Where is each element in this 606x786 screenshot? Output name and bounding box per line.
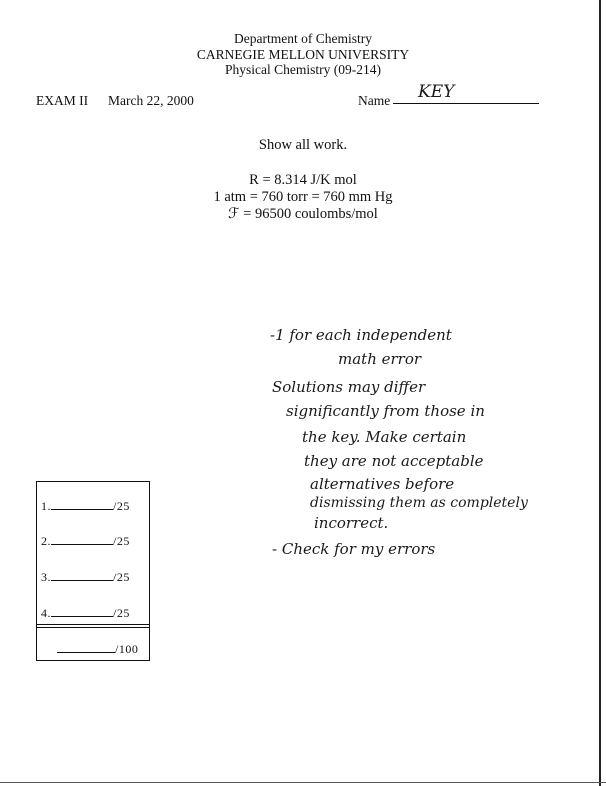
score-blank — [51, 534, 113, 545]
exam-label: EXAM II — [36, 93, 89, 108]
name-label: Name — [358, 93, 391, 108]
score-table — [36, 481, 150, 661]
exam-date: March 22, 2000 — [108, 93, 194, 108]
total-max: /100 — [115, 642, 139, 656]
score-row — [41, 570, 130, 585]
course-title: Physical Chemistry (09-214) — [225, 62, 381, 77]
note-line: math error — [338, 350, 422, 368]
note-line: the key. Make certain — [302, 428, 467, 446]
question-number: 2. — [41, 534, 51, 548]
note-line: dismissing them as completely — [310, 495, 528, 511]
question-number: 4. — [41, 606, 51, 620]
question-max: /25 — [113, 606, 130, 620]
note-line: - Check for my errors — [272, 540, 436, 558]
total-divider — [37, 624, 149, 628]
note-line: incorrect. — [314, 514, 389, 532]
total-blank — [57, 642, 115, 653]
total-row — [57, 642, 138, 657]
note-line: they are not acceptable — [304, 452, 484, 470]
score-blank — [51, 499, 113, 510]
note-line: -1 for each independent — [270, 326, 452, 344]
question-number: 1. — [41, 499, 51, 513]
university-name: CARNEGIE MELLON UNIVERSITY — [196, 47, 410, 62]
question-max: /25 — [113, 499, 130, 513]
score-blank — [51, 570, 113, 581]
constant-faraday: ℱ = 96500 coulombs/mol — [228, 206, 378, 222]
note-line: Solutions may differ — [272, 378, 426, 396]
question-max: /25 — [113, 534, 130, 548]
note-line: significantly from those in — [286, 402, 485, 420]
score-row — [41, 534, 130, 549]
instructions: Show all work. — [258, 137, 348, 153]
score-blank — [51, 606, 113, 617]
name-underline — [393, 101, 539, 104]
question-number: 3. — [41, 570, 51, 584]
constant-gas: R = 8.314 J/K mol — [249, 172, 357, 188]
note-line: alternatives before — [310, 475, 455, 493]
department-name: Department of Chemistry — [234, 31, 372, 46]
score-row — [41, 499, 130, 514]
scan-edge-right — [599, 0, 601, 786]
constant-pressure: 1 atm = 760 torr = 760 mm Hg — [213, 189, 393, 205]
question-max: /25 — [113, 570, 130, 584]
score-row — [41, 606, 130, 621]
scan-edge-bottom — [0, 782, 606, 783]
name-value: KEY — [418, 82, 455, 102]
